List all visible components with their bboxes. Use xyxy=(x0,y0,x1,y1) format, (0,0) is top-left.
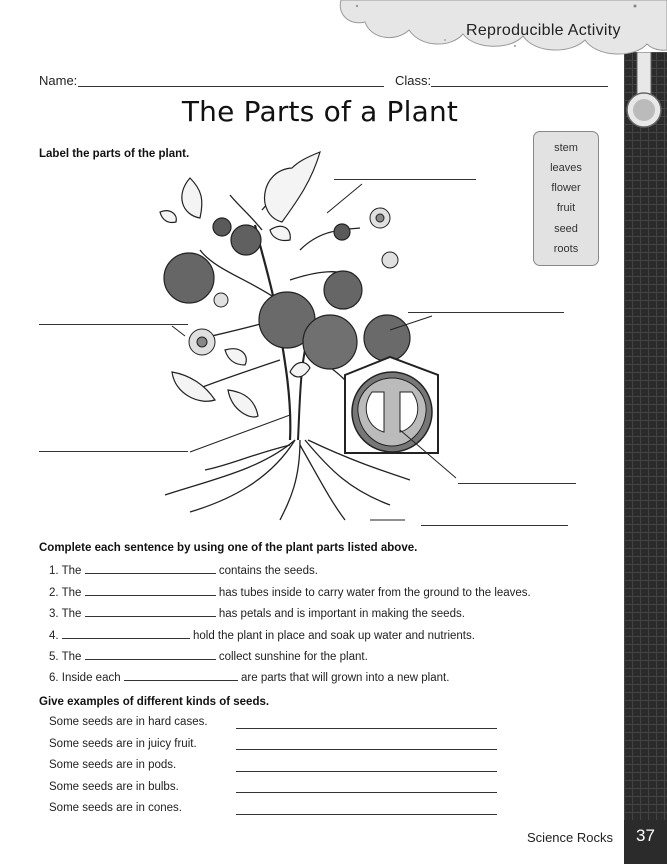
label-line-leaves[interactable] xyxy=(334,179,476,180)
sentence-2 xyxy=(49,584,531,599)
sentence-number: 1. The xyxy=(49,565,82,577)
sentence-text: has tubes inside to carry water from the ground to the leaves. xyxy=(218,587,531,599)
word-bank-item: flower xyxy=(551,182,581,194)
seed-answer-line[interactable] xyxy=(236,728,497,729)
name-label: Name: xyxy=(39,73,78,88)
page-title: The Parts of a Plant xyxy=(181,95,459,128)
seed-example: Some seeds are in juicy fruit. xyxy=(49,738,197,750)
word-bank-item: roots xyxy=(553,243,579,255)
sentence-number: 2. The xyxy=(49,587,82,599)
sentence-number: 6. Inside each xyxy=(49,672,121,684)
class-field[interactable] xyxy=(431,86,608,87)
sentence-text: collect sunshine for the plant. xyxy=(218,651,368,663)
sentence-blank[interactable] xyxy=(85,562,216,574)
label-line-stem[interactable] xyxy=(39,451,188,452)
sentence-4 xyxy=(49,627,475,642)
seed-answer-line[interactable] xyxy=(236,814,497,815)
sentence-text: has petals and is important in making the seeds. xyxy=(218,608,465,620)
label-line-roots[interactable] xyxy=(421,525,568,526)
sentence-blank[interactable] xyxy=(85,584,216,596)
sentence-blank[interactable] xyxy=(124,669,238,681)
activity-label: Reproducible Activity xyxy=(466,22,621,39)
class-label: Class: xyxy=(395,73,432,88)
sentence-text: hold the plant in place and soak up water and nutrients. xyxy=(193,630,475,642)
label-line-flower[interactable] xyxy=(39,324,188,325)
word-bank-item: leaves xyxy=(550,162,582,174)
side-grid-strip xyxy=(624,52,667,864)
seed-example: Some seeds are in cones. xyxy=(49,802,182,814)
page-number: 37 xyxy=(636,826,655,845)
plant-illustration xyxy=(0,140,624,540)
sentence-text: contains the seeds. xyxy=(218,565,318,577)
label-line-fruit[interactable] xyxy=(408,312,564,313)
word-bank-item: seed xyxy=(554,223,578,235)
word-bank-item: stem xyxy=(554,142,578,154)
label-line-seed[interactable] xyxy=(458,483,576,484)
sentence-text: are parts that will grown into a new plant. xyxy=(241,672,450,684)
seed-example: Some seeds are in bulbs. xyxy=(49,781,179,793)
sentence-blank[interactable] xyxy=(85,605,216,617)
sentence-blank[interactable] xyxy=(62,627,190,639)
sentence-5 xyxy=(49,648,368,663)
sentence-number: 4. xyxy=(49,630,59,642)
label-instruction: Label the parts of the plant. xyxy=(39,148,190,160)
seed-example: Some seeds are in pods. xyxy=(49,759,177,771)
sentence-6 xyxy=(49,669,449,684)
sentences-instruction: Complete each sentence by using one of the plant parts listed above. xyxy=(39,542,418,554)
sentence-1 xyxy=(49,562,318,577)
book-title: Science Rocks xyxy=(527,830,613,845)
seed-answer-line[interactable] xyxy=(236,771,497,772)
seed-example: Some seeds are in hard cases. xyxy=(49,716,208,728)
word-bank-item: fruit xyxy=(556,202,576,214)
sentence-number: 3. The xyxy=(49,608,82,620)
name-field[interactable] xyxy=(78,86,384,87)
sentence-3 xyxy=(49,605,465,620)
seed-answer-line[interactable] xyxy=(236,792,497,793)
sentence-number: 5. The xyxy=(49,651,82,663)
sentence-blank[interactable] xyxy=(85,648,216,660)
seed-answer-line[interactable] xyxy=(236,749,497,750)
seeds-instruction: Give examples of different kinds of seeds. xyxy=(39,696,270,708)
